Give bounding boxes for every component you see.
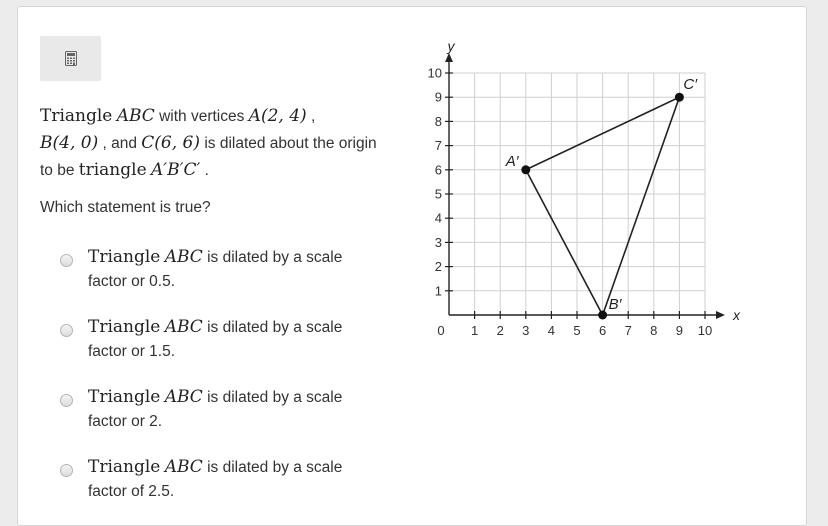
choice-var: ABC xyxy=(164,387,203,407)
x-axis-label: x xyxy=(733,307,740,323)
x-tick-label: 8 xyxy=(650,323,658,338)
vertex-label: C′ xyxy=(683,76,698,94)
choice-body: is dilated by a scale factor of 2.5. xyxy=(88,459,343,500)
x-tick-label: 2 xyxy=(496,323,504,338)
y-tick-label: 8 xyxy=(434,113,442,129)
prompt-word-triangle: Triangle xyxy=(40,106,113,126)
question-ask: Which statement is true? xyxy=(40,199,211,216)
x-tick-label: 6 xyxy=(598,323,607,338)
prompt-point-c: C(6, 6) xyxy=(141,133,201,153)
x-tick-label: 10 xyxy=(697,323,713,338)
y-tick-label: 5 xyxy=(434,186,442,202)
vertex-label: B′ xyxy=(608,296,622,313)
prompt-text: with vertices xyxy=(154,108,249,125)
y-axis-label: y xyxy=(447,38,455,54)
choice-lead: Triangle xyxy=(88,317,161,337)
prompt-text: is dilated about the origin to be xyxy=(40,135,377,179)
x-axis-arrow xyxy=(716,311,725,319)
y-axis-arrow xyxy=(445,53,453,62)
vertex-label: A′ xyxy=(505,152,519,170)
y-tick-label: 1 xyxy=(434,283,442,299)
choice-lead: Triangle xyxy=(88,387,161,407)
x-tick-label: 4 xyxy=(547,323,556,338)
y-tick-label: 2 xyxy=(434,259,442,275)
prompt-text: , xyxy=(306,108,316,125)
y-tick-label: 4 xyxy=(434,210,442,226)
y-tick-label: 7 xyxy=(434,138,442,154)
x-tick-label: 7 xyxy=(624,323,632,338)
x-tick-label: 1 xyxy=(470,323,479,338)
choice-lead: Triangle xyxy=(88,247,161,267)
vertex-point xyxy=(521,165,530,174)
y-tick-label: 6 xyxy=(434,162,442,178)
choice-body: is dilated by a scale factor or 0.5. xyxy=(88,249,343,290)
choice-body: is dilated by a scale factor or 2. xyxy=(88,389,343,430)
x-tick-label: 5 xyxy=(573,323,581,338)
choice-body: is dilated by a scale factor or 1.5. xyxy=(88,319,343,360)
choice-var: ABC xyxy=(164,457,203,477)
vertex-point xyxy=(675,93,684,102)
y-tick-label: 3 xyxy=(434,234,442,250)
choice-var: ABC xyxy=(164,317,203,337)
vertex-point xyxy=(598,311,607,320)
prompt-point-b: B(4, 0) xyxy=(40,133,99,153)
choice-lead: Triangle xyxy=(88,457,161,477)
prompt-abc: ABC xyxy=(116,106,155,126)
prompt-text: . xyxy=(200,162,209,179)
x-tick-label: 0 xyxy=(437,323,445,338)
x-tick-label: 3 xyxy=(522,323,530,338)
x-tick-label: 9 xyxy=(675,323,684,338)
choice-var: ABC xyxy=(164,247,203,267)
prompt-point-a: A(2, 4) xyxy=(248,106,307,126)
y-tick-label: 10 xyxy=(427,65,442,81)
prompt-word-triangle-2: triangle xyxy=(78,160,147,180)
y-tick-label: 9 xyxy=(434,89,442,105)
prompt-text: , and xyxy=(98,135,142,152)
prompt-image-triangle: A′B′C′ xyxy=(150,160,201,180)
